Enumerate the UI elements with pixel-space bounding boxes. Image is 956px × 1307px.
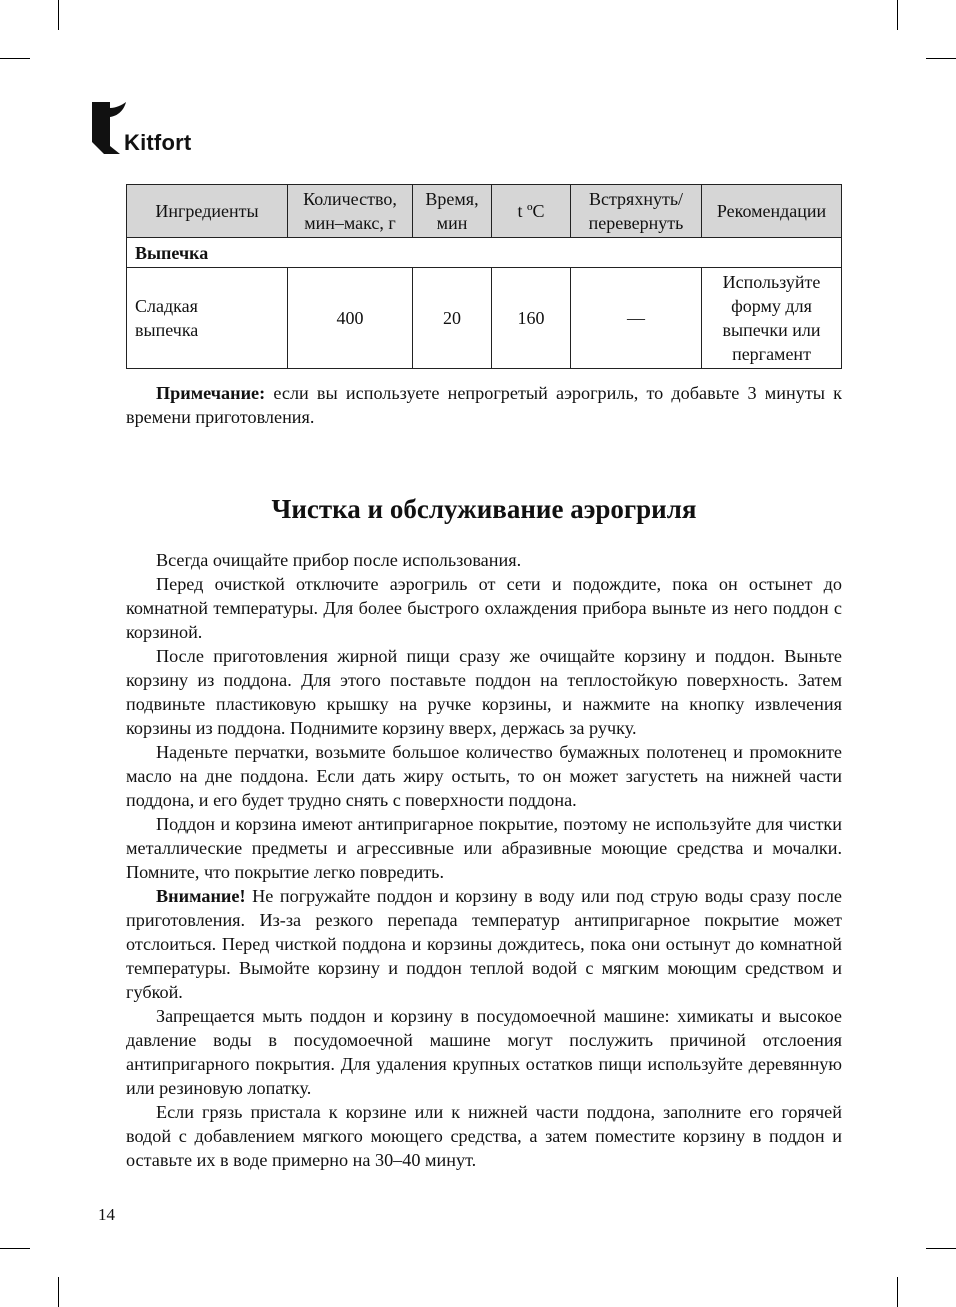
crop-mark	[897, 0, 898, 30]
table-row	[127, 268, 842, 369]
cell-ingredient: Сладкая выпечка	[127, 268, 288, 369]
paragraph-4: Наденьте перчатки, возьмите большое количество бумажных полотенец и промокните масло на дне поддона. Если дать жиру остыть, то он может загустеть на нижней части поддона, и его будет трудно снять с поверхности поддона.	[126, 742, 842, 810]
header-shake: Встряхнуть/ перевернуть	[571, 185, 702, 238]
paragraph-3: После приготовления жирной пищи сразу же очищайте корзину и поддон. Выньте корзину из поддона. Для этого поставьте поддон на теплостойкую поверхность. Затем подвиньте пластиковую крышку на ручке корзины, и нажмите на кнопку извлечения корзины из поддона. Поднимите корзину вверх, держась за ручку.	[126, 646, 842, 738]
brand-name: Kitfort	[124, 130, 192, 155]
crop-mark	[926, 1248, 956, 1249]
table-header-row	[127, 185, 842, 238]
cooking-table	[126, 184, 842, 369]
crop-mark	[897, 1277, 898, 1307]
paragraph-7: Запрещается мыть поддон и корзину в посудомоечной машине: химикаты и высокое давление воды в посудомоечной машине могут послужить причиной отслоения антипригарного покрытия. Для удаления крупных остатков пищи используйте деревянную или резиновую лопатку.	[126, 1006, 842, 1098]
crop-mark	[0, 58, 30, 59]
paragraph-1: Всегда очищайте прибор после использования.	[156, 550, 522, 570]
header-recommendations: Рекомендации	[702, 185, 842, 238]
header-time: Время, мин	[413, 185, 492, 238]
paragraph-6: Внимание! Не погружайте поддон и корзину в воду или под струю воды сразу после приготовления. Из-за резкого перепада температур антипригарное покрытие может отслоиться. Перед чисткой поддона и корзины дождитесь, пока они остынут до комнатной температуры. Вымойте корзину и поддон теплой водой с мягким моющим средством и губкой.	[126, 886, 842, 1002]
cell-shake: —	[571, 268, 702, 369]
header-quantity: Количество, мин–макс, г	[288, 185, 413, 238]
crop-mark	[58, 0, 59, 30]
cell-recommendation: Используйте форму для выпечки или пергамент	[702, 268, 842, 369]
page-number: 14	[98, 1205, 115, 1224]
cell-temperature: 160	[492, 268, 571, 369]
note-label: Примечание:	[156, 383, 266, 403]
section-label: Выпечка	[127, 238, 842, 268]
table-section-row	[127, 238, 842, 268]
crop-mark	[0, 1248, 30, 1249]
paragraph-8: Если грязь пристала к корзине или к нижней части поддона, заполните его горячей водой с добавлением мягкого моющего средства, а затем поместите корзину в поддон и оставьте их в воде примерно на 30–40 минут.	[126, 1102, 842, 1170]
cell-quantity: 400	[288, 268, 413, 369]
warning-label: Внимание!	[156, 886, 246, 906]
section-heading: Чистка и обслуживание аэрогриля	[271, 494, 697, 524]
cell-time: 20	[413, 268, 492, 369]
paragraph-5: Поддон и корзина имеют антипригарное покрытие, поэтому не используйте для чистки металлические предметы и агрессивные или абразивные моющие средства и мочалки. Помните, что покрытие легко повредить.	[126, 814, 842, 882]
note-text: если вы используете непрогретый аэрогриль, то добавьте 3 минуты к времени приготовления.	[126, 383, 842, 427]
header-temperature: t ºC	[492, 185, 571, 238]
header-ingredients: Ингредиенты	[127, 185, 288, 238]
crop-mark	[926, 58, 956, 59]
crop-mark	[58, 1277, 59, 1307]
note-paragraph	[126, 381, 842, 429]
paragraph-2: Перед очисткой отключите аэрогриль от сети и подождите, пока он остынет до комнатной температуры. Для более быстрого охлаждения прибора выньте из него поддон с корзиной.	[126, 574, 842, 642]
